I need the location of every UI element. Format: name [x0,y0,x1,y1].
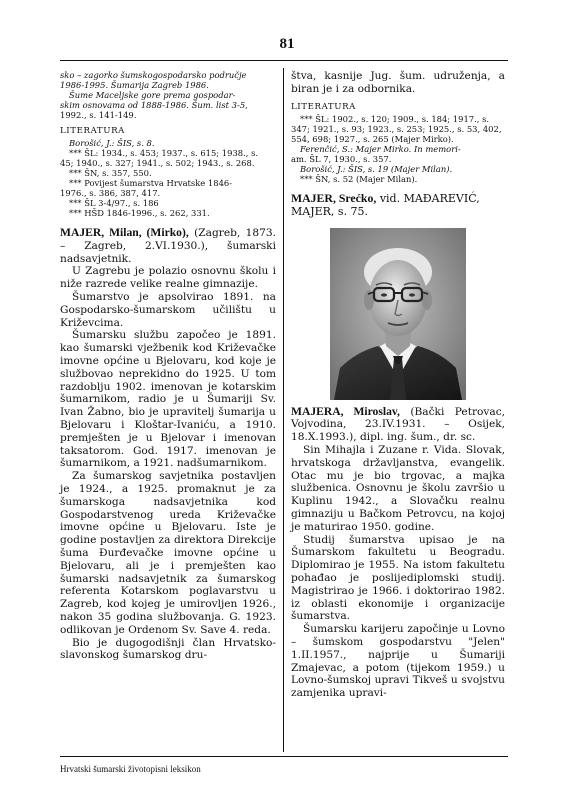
body-paragraph: U Zagrebu je polazio osnovnu školu i niže razrede velike realne gimnazije. [60,265,276,291]
entry-heading-details: (Zagreb, 1873. – Zagreb, 2.VI.1930.), šumarski nadsavjetnik. [60,227,276,265]
literature-list [291,114,505,184]
reference-line: skim osnovama od 1888-1986. Šum. list 3-5, [60,100,248,110]
entry-name: MAJERA, Miroslav, [291,404,400,418]
cross-reference-target: vid. MAĐAREVIĆ, MAJER, s. 75. [291,191,480,218]
entry-heading [291,406,505,444]
literature-item: 1976., s. 386, 387, 417. [60,188,161,198]
continuation-paragraph: štva, kasnije Jug. šum. udruženja, a biran je i za odbornika. [291,70,505,95]
cross-reference [291,192,505,218]
body-paragraph: Šumarstvo je apsolvirao 1891. na Gospodarsko-šumarskom učilištu u Križevcima. [60,290,276,329]
literature-item: *** ŠL 3-4/97., s. 186 [69,198,159,208]
entry-name: MAJER, Milan, (Mirko), [60,226,189,239]
literature-item: *** Povijest šumarstva Hrvatske 1846- [69,178,233,188]
literature-item: *** HŠD 1846-1996., s. 262, 331. [69,208,210,218]
entry-heading [60,227,276,265]
body-paragraph: Sin Mihajla i Zuzane r. Vida. Slovak, hrvatskoga državljanstva, evangelik. Otac mu je bio trgovac, a majka službenica. Osnovnu je školu završio u Kuplinu 1942., a Slovačku realnu gimnaziju u Bačkom Petrovcu, na kojoj je maturirao 1950. godine. [291,443,505,533]
literature-list [60,138,276,218]
literature-item: 554, 698; 1927., s. 265 (Majer Mirko). [291,133,454,144]
column-divider [283,68,284,752]
literature-item: Borošić, J.: ŠIS, s. 8. [69,138,155,148]
footer-title: Hrvatski šumarski životopisni leksikon [60,764,201,774]
literature-item: *** ŠL: 1902., s. 120; 1909., s. 184; 1917., s. [300,113,490,124]
reference-line: sko – zagorko šumskogospodarsko područje [60,70,247,80]
page-number: 81 [279,36,295,52]
literature-item: 45; 1940., s. 327; 1941., s. 502; 1943., s. 268. [60,158,255,168]
literature-item: 347; 1921., s. 93; 1923., s. 253; 1925., s. 53, 402, [291,123,502,134]
literature-heading: LITERATURA [60,126,125,136]
reference-line: Šume Maceljske gore prema gospodar- [69,90,236,100]
right-column [291,70,505,700]
literature-item: am. ŠL 7, 1930., s. 357. [291,153,392,164]
body-paragraph: Šumarsku službu započeo je 1891. kao šumarski vježbenik kod Križevačke imovne općine u Bjelovaru, kod koje je službovao neprekidno do 1925. U tom razdoblju 1902. imenovan je kotarskim šumarnikom, radio je u Šumariji Sv. Ivan Žabno, bio je upravitelj šumarija u Bjelovaru i Kloštar-Ivaniću, a 1910. premješten je u Bjelovar i imenovan taksatorom. God. 1917. imenovan je šumarnikom, a 1921. nadšumarnikom. [60,329,276,470]
cross-reference-name: MAJER, Srećko, [291,190,377,205]
portrait-photo [330,228,466,400]
body-paragraph: Bio je dugogodišnji član Hrvatsko-slavonskog šumarskog dru- [60,636,276,662]
literature-heading: LITERATURA [291,101,356,112]
reference-line: 1986-1995. Šumarija Zagreb 1986. [60,80,209,90]
header-rule [60,60,508,61]
left-column [60,70,276,662]
entry-heading-details: (Bački Petrovac, Vojvodina, 23.IV.1931. – Osijek, 18.X.1993.), dipl. ing. šum., dr. sc. [291,405,505,444]
body-paragraph: Studij šumarstva upisao je na Šumarskom fakultetu u Beogradu. Diplomirao je 1955. Na istom fakultetu pohađao je poslijediplomski studij. Magistrirao je 1966. i doktorirao 1982. iz oblasti ekonomije i organizacije šumarstva. [291,533,505,623]
literature-item: *** ŠL: 1934., s. 453; 1937., s. 615; 1938., s. [69,148,259,158]
reference-line: 1992., s. 141-149. [60,110,137,120]
literature-item: Ferenčić, S.: Majer Mirko. In memori- [300,143,461,154]
literature-item: *** ŠN, s. 52 (Majer Milan). [300,173,418,184]
literature-item: Borošić, J.: ŠIS, s. 19 (Majer Milan). [300,163,453,174]
body-paragraph: Za šumarskog savjetnika postavljen je 1924., a 1925. promaknut je za šumarskoga nadsavjetnika kod Gospodarstvenog ureda Križevačke imovne općine u Bjelovaru. Iste je godine postavljen za direktora Direkcije šuma Đurđevačke imovne općine u Bjelovaru, ali je i premješten kao šumarski nadsavjetnik za šumarskog referenta Kotarskom poglavarstvu u Zagreb, kod kojeg je umirovljen 1926., nakon 35 godina službovanja. G. 1923. odlikovan je Ordenom Sv. Save 4. reda. [60,470,276,636]
footer-rule [60,756,508,757]
body-paragraph: Šumarsku karijeru započinje u Lovno – šumskom gospodarstvu "Jelen" 1.II.1957., najprije u Šumariji Zmajevac, a potom (tijekom 1959.) u Lovno-šumskoj upravi Tikveš u svojstvu zamjenika upravi- [291,623,505,700]
literature-item: *** ŠN, s. 357, 550. [69,168,152,178]
top-references [60,70,276,120]
